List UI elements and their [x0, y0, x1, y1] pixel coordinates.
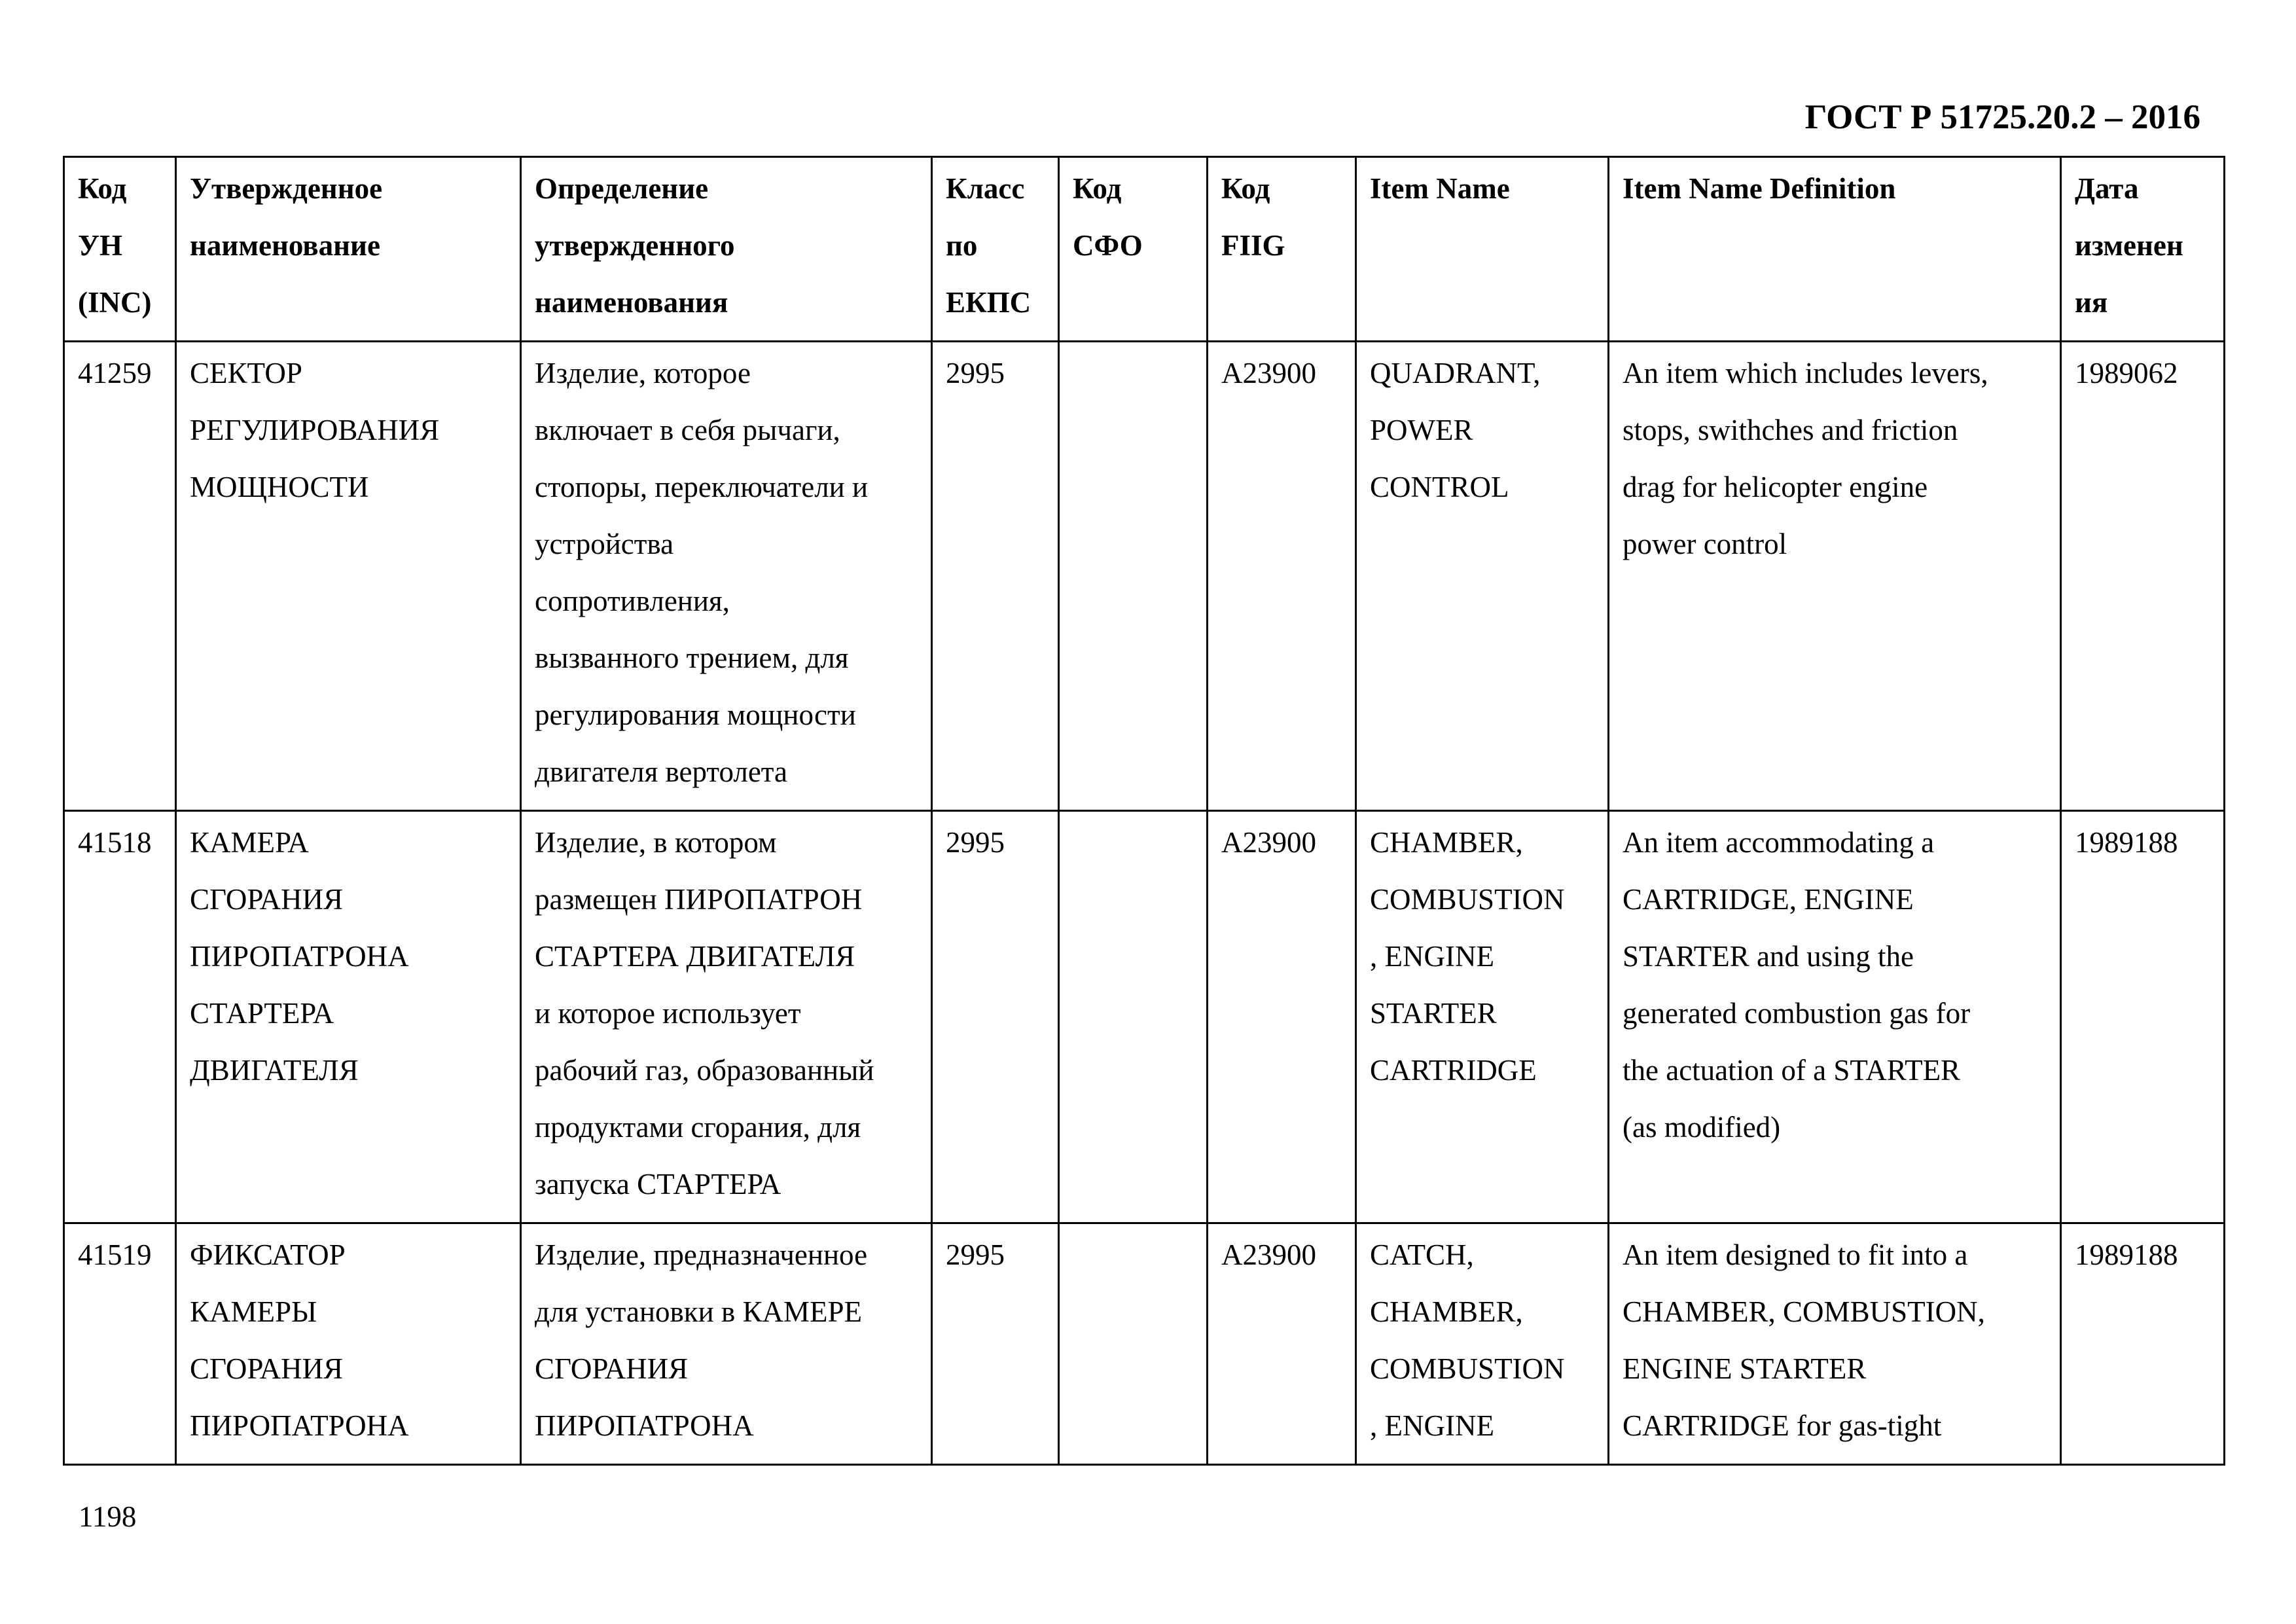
cell-fiig: A23900	[1208, 1223, 1356, 1465]
cell-approved-name: СЕКТОР РЕГУЛИРОВАНИЯ МОЩНОСТИ	[176, 342, 521, 811]
cell-inc: 41259	[64, 342, 176, 811]
cell-item-name: CHAMBER, COMBUSTION , ENGINE STARTER CARTRIDGE	[1356, 811, 1609, 1223]
cell-definition: Изделие, которое включает в себя рычаги, стопоры, переключатели и устройства сопротивления, вызванного трением, для регулирования мощности двигателя вертолета	[521, 342, 932, 811]
cell-change-date: 1989188	[2061, 1223, 2225, 1465]
cell-class: 2995	[932, 342, 1059, 811]
cell-class: 2995	[932, 1223, 1059, 1465]
table-row	[64, 1223, 2225, 1465]
cell-sfo	[1059, 342, 1208, 811]
cell-sfo	[1059, 1223, 1208, 1465]
header-approved-name: Утвержденное наименование	[176, 157, 521, 342]
header-definition: Определение утвержденного наименования	[521, 157, 932, 342]
table-header-row	[64, 157, 2225, 342]
cell-item-name-definition: An item which includes levers, stops, swithches and friction drag for helicopter engine power control	[1609, 342, 2061, 811]
cell-definition: Изделие, в котором размещен ПИРОПАТРОН СТАРТЕРА ДВИГАТЕЛЯ и которое использует рабочий газ, образованный продуктами сгорания, для запуска СТАРТЕРА	[521, 811, 932, 1223]
table-row	[64, 811, 2225, 1223]
header-item-name: Item Name	[1356, 157, 1609, 342]
table-row	[64, 342, 2225, 811]
cell-item-name-definition: An item designed to fit into a CHAMBER, COMBUSTION, ENGINE STARTER CARTRIDGE for gas-tight	[1609, 1223, 2061, 1465]
cell-item-name: CATCH, CHAMBER, COMBUSTION , ENGINE	[1356, 1223, 1609, 1465]
header-class: Класс по ЕКПС	[932, 157, 1059, 342]
cell-sfo	[1059, 811, 1208, 1223]
cell-fiig: A23900	[1208, 811, 1356, 1223]
cell-item-name-definition: An item accommodating a CARTRIDGE, ENGINE STARTER and using the generated combustion gas for the actuation of a STARTER (as modified)	[1609, 811, 2061, 1223]
cell-item-name: QUADRANT, POWER CONTROL	[1356, 342, 1609, 811]
cell-inc: 41519	[64, 1223, 176, 1465]
header-inc: Код УН (INC)	[64, 157, 176, 342]
cell-fiig: A23900	[1208, 342, 1356, 811]
cell-approved-name: ФИКСАТОР КАМЕРЫ СГОРАНИЯ ПИРОПАТРОНА	[176, 1223, 521, 1465]
header-change-date: Дата изменен ия	[2061, 157, 2225, 342]
cell-approved-name: КАМЕРА СГОРАНИЯ ПИРОПАТРОНА СТАРТЕРА ДВИГАТЕЛЯ	[176, 811, 521, 1223]
header-item-name-definition: Item Name Definition	[1609, 157, 2061, 342]
cell-inc: 41518	[64, 811, 176, 1223]
nomenclature-table	[63, 156, 2225, 1466]
page-number: 1198	[79, 1500, 137, 1533]
standard-designation: ГОСТ Р 51725.20.2 – 2016	[1804, 98, 2200, 136]
cell-change-date: 1989188	[2061, 811, 2225, 1223]
cell-change-date: 1989062	[2061, 342, 2225, 811]
header-fiig: Код FIIG	[1208, 157, 1356, 342]
header-sfo: Код СФО	[1059, 157, 1208, 342]
cell-definition: Изделие, предназначенное для установки в КАМЕРЕ СГОРАНИЯ ПИРОПАТРОНА	[521, 1223, 932, 1465]
cell-class: 2995	[932, 811, 1059, 1223]
